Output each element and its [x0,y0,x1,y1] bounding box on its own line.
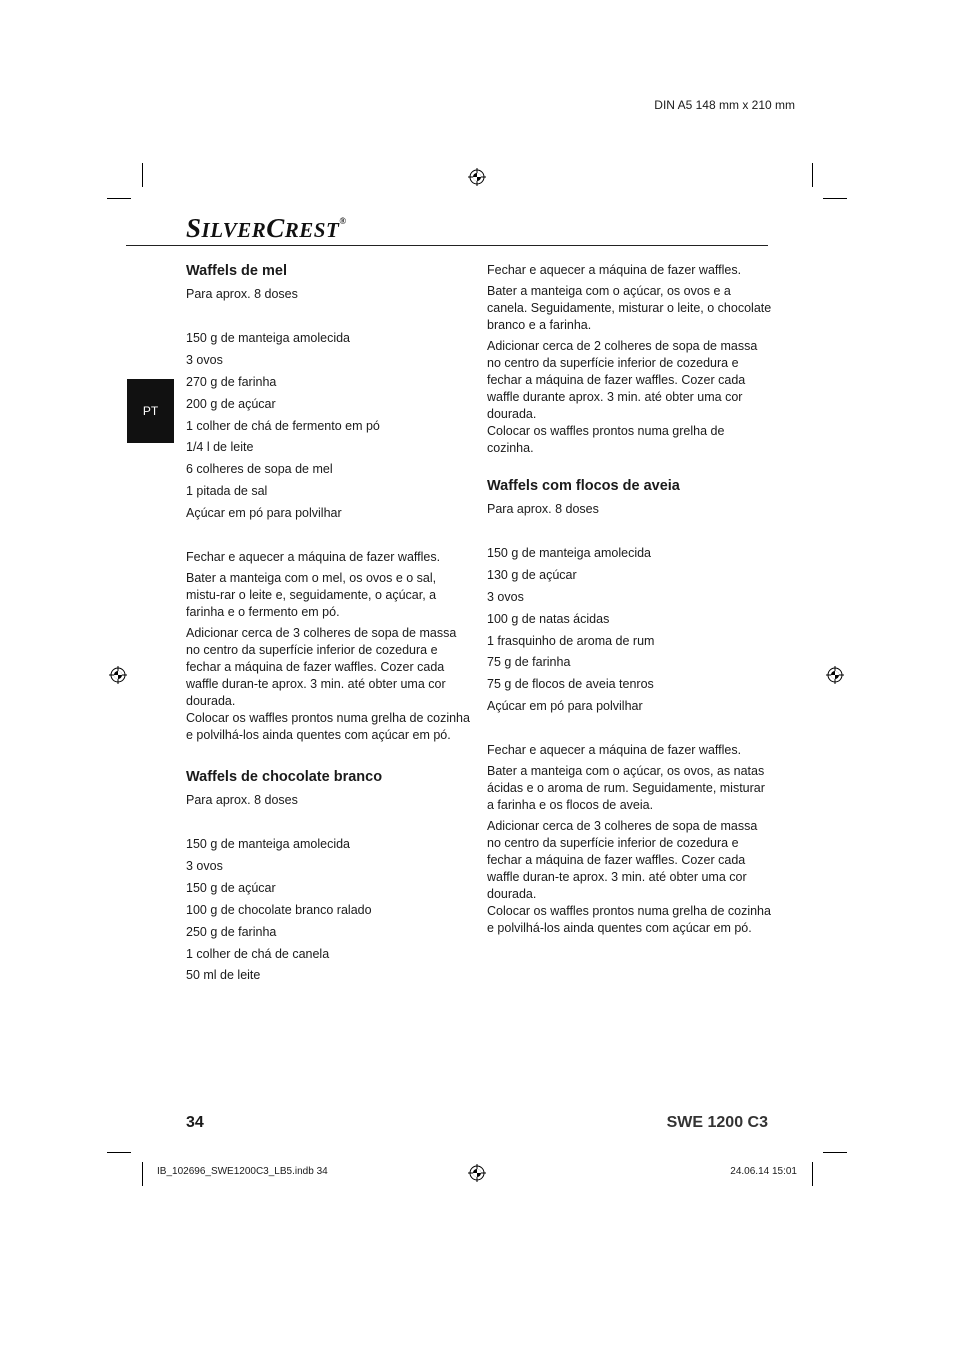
recipe-oat-flake-waffles [487,477,772,937]
ingredient-item: 1 colher de chá de canela [186,946,330,961]
crop-mark [142,1162,143,1186]
crop-mark [823,1152,847,1153]
crop-mark [107,1152,131,1153]
ingredient-item: 270 g de farinha [186,374,277,389]
ingredient-item: 100 g de natas ácidas [487,611,610,626]
ingredient-item: 150 g de manteiga amolecida [186,331,351,345]
instruction-list [186,549,471,744]
instruction-step: Colocar os waffles prontos numa grelha de cozinha. [487,424,725,455]
instruction-step: Adicionar cerca de 3 colheres de sopa de massa no centro da superfície inferior de cozedura e fechar a máquina de fazer waffles. Cozer cada waffle duran-te aprox. 3 min. até obter uma cor dourada. [487,819,758,902]
brand-part: REST [284,218,340,242]
ingredient-list [186,330,471,522]
brand-logo [186,213,347,244]
brand-initial: S [186,213,202,243]
instruction-step: Adicionar cerca de 3 colheres de sopa de massa no centro da superfície inferior de cozedura e fechar a máquina de fazer waffles. Cozer cada waffle duran-te aprox. 3 min. até obter uma cor dourada. [186,626,457,709]
file-info: IB_102696_SWE1200C3_LB5.indb 34 [157,1166,328,1177]
ingredient-item: 1 frasquinho de aroma de rum [487,633,655,648]
ingredient-item: 150 g de açúcar [186,880,276,895]
recipe-servings: Para aprox. 8 doses [487,502,599,516]
ingredient-item: 250 g de farinha [186,924,277,939]
ingredient-item: 150 g de manteiga amolecida [487,546,652,560]
crop-mark [812,1162,813,1186]
ingredient-item: 100 g de chocolate branco ralado [186,902,372,917]
instruction-step: Colocar os waffles prontos numa grelha de cozinha e polvilhá-los ainda quentes com açúcar em pó. [186,711,470,743]
brand-initial: C [266,213,285,243]
recipe-white-chocolate-waffles [186,768,471,984]
ingredient-item: 1/4 l de leite [186,440,254,455]
instruction-step: Fechar e aquecer a máquina de fazer waffles. [186,550,441,565]
registration-mark-icon [468,168,486,186]
ingredient-item: 3 ovos [186,352,223,367]
instruction-step: Colocar os waffles prontos numa grelha de cozinha e polvilhá-los ainda quentes com açúcar em pó. [487,904,771,936]
model-number: SWE 1200 C3 [666,1114,768,1131]
ingredient-list [487,545,772,715]
registration-mark-icon [826,666,844,684]
instruction-list [487,262,772,457]
ingredient-list [186,836,471,984]
instruction-step: Bater a manteiga com o açúcar, os ovos, as natas ácidas e o aroma de rum. Seguidamente, misturar a farinha e os flocos de aveia. [487,764,765,813]
registration-mark-icon [109,666,127,684]
ingredient-item: 1 colher de chá de fermento em pó [186,418,380,433]
ingredient-item: 75 g de flocos de aveia tenros [487,677,654,692]
crop-mark [823,198,847,199]
page-number: 34 [186,1114,204,1131]
instruction-list [487,742,772,937]
instruction-step: Fechar e aquecer a máquina de fazer waffles. [487,263,742,277]
instruction-step: Fechar e aquecer a máquina de fazer waffles. [487,743,742,758]
recipe-title: Waffels de chocolate branco [186,769,383,786]
registered-mark: ® [339,216,347,226]
brand-part: ILVER [201,218,267,242]
print-datetime: 24.06.14 15:01 [730,1166,797,1177]
crop-mark [142,163,143,187]
recipe-servings: Para aprox. 8 doses [186,287,298,301]
left-column [186,262,471,989]
recipe-title: Waffels de mel [186,263,287,279]
ingredient-item: 150 g de manteiga amolecida [186,837,351,852]
instruction-step: Bater a manteiga com o mel, os ovos e o sal, mistu-rar o leite e, seguidamente, o açúcar, a farinha e o fermento em pó. [186,571,437,620]
ingredient-item: Açúcar em pó para polvilhar [487,699,643,714]
instruction-step: Adicionar cerca de 2 colheres de sopa de massa no centro da superfície inferior de cozedura e fechar a máquina de fazer waffles. Cozer cada waffle durante aprox. 3 min. até obter uma cor dourada. [487,339,758,421]
ingredient-item: 200 g de açúcar [186,396,276,411]
print-format-label: DIN A5 148 mm x 210 mm [654,98,795,112]
recipe-honey-waffles [186,262,471,744]
header-rule [126,245,768,246]
crop-mark [107,198,131,199]
ingredient-item: Açúcar em pó para polvilhar [186,506,342,521]
registration-mark-icon [468,1164,486,1182]
recipe-title: Waffels com flocos de aveia [487,478,680,494]
ingredient-item: 130 g de açúcar [487,567,577,582]
ingredient-item: 3 ovos [186,859,223,874]
recipe-servings: Para aprox. 8 doses [186,793,298,808]
ingredient-item: 50 ml de leite [186,968,261,983]
instruction-step: Bater a manteiga com o açúcar, os ovos e a canela. Seguidamente, misturar o leite, o chocolate branco e a farinha. [487,284,772,332]
ingredient-item: 3 ovos [487,589,524,604]
ingredient-item: 6 colheres de sopa de mel [186,462,333,477]
ingredient-item: 75 g de farinha [487,655,571,670]
right-column [487,262,772,941]
crop-mark [812,163,813,187]
ingredient-item: 1 pitada de sal [186,484,268,499]
language-tab: PT [127,379,174,443]
